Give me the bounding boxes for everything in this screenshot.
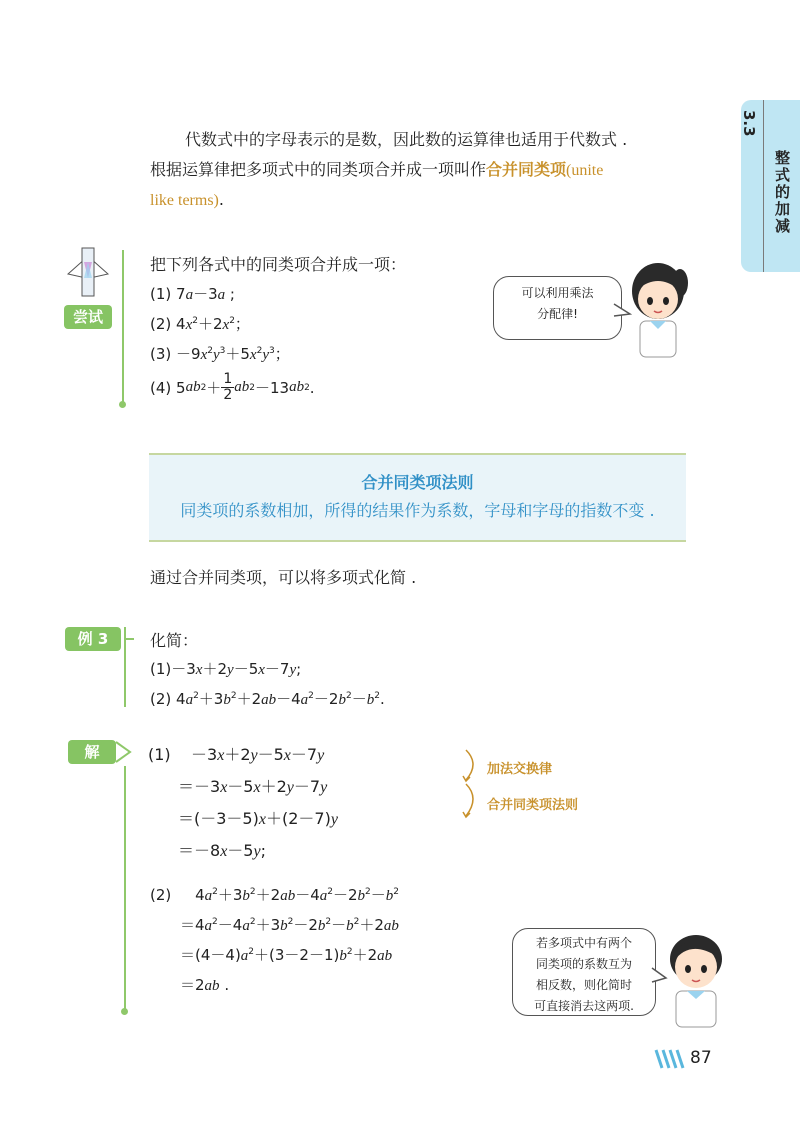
solution-1-line-2: ＝－3x－5x＋2y－7y bbox=[178, 777, 328, 796]
example-connector bbox=[124, 638, 134, 640]
item-label: (4) bbox=[150, 378, 172, 397]
solution-end-dot bbox=[121, 1008, 128, 1015]
example-item-1: (1)－3x＋2y－5x－7y; bbox=[150, 660, 302, 678]
try-it-tag: 尝试 bbox=[64, 305, 112, 329]
part-label: (1) bbox=[148, 745, 171, 764]
bubble-line: 分配律! bbox=[537, 307, 578, 321]
rule-title: 合并同类项法则 bbox=[361, 473, 474, 492]
item-label: (1) bbox=[150, 660, 172, 678]
try-it-bracket bbox=[122, 250, 124, 405]
try-it-prompt: 把下列各式中的同类项合并成一项： bbox=[150, 255, 407, 274]
intro-line-3 bbox=[150, 185, 224, 216]
solution-2-line-3: $=(4-4)a^2+(3-2-1)b^2+2ab$ bbox=[180, 946, 393, 964]
bubble-line: 可以利用乘法 bbox=[521, 286, 594, 300]
example-prompt: 化简： bbox=[150, 631, 199, 650]
intro-line-2 bbox=[150, 155, 603, 186]
solution-bracket bbox=[124, 766, 126, 1011]
section-number: 3.3 bbox=[740, 110, 758, 137]
solution-2-line-2: $=4a^2-4a^2+3b^2-2b^2-b^2+2ab$ bbox=[180, 916, 399, 934]
page-number: 87 bbox=[690, 1048, 712, 1068]
solution-tag: 解 bbox=[84, 743, 100, 761]
try-it-end-dot bbox=[119, 401, 126, 408]
bubble-line: 若多项式中有两个 bbox=[535, 936, 632, 950]
annotation-arrows bbox=[458, 746, 488, 826]
solution-2-line-1: (2) $4a^2+3b^2+2ab-4a^2-2b^2-b^2$ bbox=[150, 886, 400, 904]
side-tab-divider bbox=[763, 100, 764, 272]
item-label: (2) bbox=[150, 690, 172, 708]
solution-2-line-4: ＝2ab . bbox=[180, 976, 230, 994]
page-stripes-icon bbox=[654, 1048, 688, 1070]
hint-bubble-1 bbox=[493, 276, 622, 340]
intro-line-1: 代数式中的字母表示的是数，因此数的运算律也适用于代数式 . bbox=[185, 130, 628, 149]
bubble-line: 同类项的系数互为 bbox=[535, 957, 632, 971]
key-term: 合并同类项 bbox=[486, 160, 567, 179]
item-label: (3) bbox=[150, 345, 172, 363]
bubble-line: 相反数，则化简时 bbox=[535, 978, 632, 992]
example-item-2: (2) $4a^2+3b^2+2ab-4a^2-2b^2-b^2$. bbox=[150, 690, 385, 708]
period: . bbox=[218, 190, 224, 209]
try-it-item-2: (2) $4x^2+2x^2$； bbox=[150, 315, 250, 333]
intro-text: 根据运算律把多项式中的同类项合并成一项叫作 bbox=[150, 160, 487, 179]
transition-text: 通过合并同类项，可以将多项式化简 . bbox=[150, 568, 417, 587]
boy-avatar bbox=[660, 925, 732, 1030]
lamp-icon bbox=[58, 244, 118, 300]
hint-bubble-2 bbox=[512, 928, 656, 1016]
try-it-item-4: (4) 5 ab 2 ＋ 1 2 ab 2 －13 ab 2 . bbox=[150, 371, 315, 403]
solution-1-line-4: ＝－8x－5y; bbox=[178, 841, 266, 860]
solution-1-line-1: (1) －3x＋2y－5x－7y bbox=[148, 745, 325, 764]
annotation-combine-rule: 合并同类项法则 bbox=[487, 798, 579, 813]
annotation-commutative: 加法交换律 bbox=[487, 762, 553, 777]
bubble-line: 可直接消去这两项. bbox=[534, 999, 634, 1013]
solution-1-line-3: ＝(－3－5)x＋(2－7)y bbox=[178, 809, 338, 828]
english-term-2: like terms) bbox=[150, 192, 219, 209]
rule-body: 同类项的系数相加，所得的结果作为系数，字母和字母的指数不变 . bbox=[180, 501, 655, 520]
example-tag: 例 3 bbox=[65, 627, 121, 651]
try-it-item-1: (1) 7a－3a ; bbox=[150, 285, 235, 303]
item-label: (1) bbox=[150, 285, 172, 303]
section-title: 整式的加减 bbox=[773, 150, 791, 235]
item-label: (2) bbox=[150, 315, 172, 333]
girl-avatar bbox=[622, 255, 690, 360]
english-term-1: (unite bbox=[566, 162, 604, 179]
part-label: (2) bbox=[150, 886, 172, 904]
try-it-item-3: $(3) -9x^2y^3+5x^2y^3$； bbox=[150, 345, 290, 363]
